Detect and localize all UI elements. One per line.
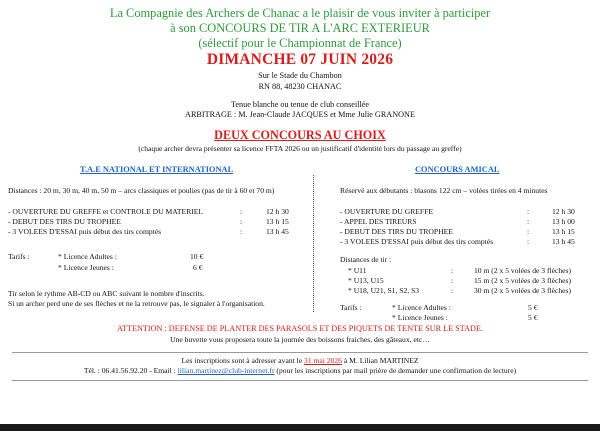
address-line-2: RN 88, 48230 CHANAC <box>258 82 342 91</box>
right-distance-value-1: 10 m (2 x 5 volées de 3 flèches) <box>474 266 572 275</box>
left-schedule-sep-1: : <box>240 207 243 216</box>
bottom-band <box>0 424 600 431</box>
contact-line <box>0 366 600 375</box>
contact-email-link[interactable]: lilian.martinez@club-internet.fr <box>177 366 275 375</box>
dress-code: Tenue blanche ou tenue de club conseillée <box>230 100 370 109</box>
right-schedule-sep-3: : <box>527 227 530 236</box>
inscriptions-prefix: Les inscriptions sont à adresser avant le <box>181 356 305 365</box>
right-schedule-sep-4: : <box>527 237 530 246</box>
right-schedule-label-1: - OUVERTURE DU GREFFE <box>340 207 433 216</box>
right-column-title: CONCOURS AMICAL <box>415 165 500 174</box>
invitation-line-2: à son CONCOURS DE TIR A L'ARC EXTERIEUR <box>170 21 430 35</box>
left-schedule-sep-2: : <box>240 217 243 226</box>
left-note-2: Si un archer perd une de ses flèches et ne la retrouve pas, le signaler à l'organisation. <box>8 299 265 308</box>
attention-notice: ATTENTION : DEFENSE DE PLANTER DES PARASOLS ET DES PIQUETS DE TENTE SUR LE STADE. <box>116 324 484 333</box>
left-note-1: Tir selon le rythme AB-CD ou ABC suivant le nombre d'inscrits. <box>8 289 205 298</box>
right-tarif-jeunes-price: 5 € <box>528 313 538 322</box>
invitation-line-3: (sélectif pour le Championnat de France) <box>198 36 402 50</box>
inscriptions-deadline: 31 mai 2026 <box>304 356 342 365</box>
left-distances: Distances : 20 m, 30 m, 40 m, 50 m – arcs classiques et poulies (pas de tir à 60 et 70 m) <box>8 186 275 195</box>
left-schedule-time-1: 12 h 30 <box>266 207 289 216</box>
right-distance-label-2: * U13, U15 <box>348 276 384 285</box>
right-schedule-time-1: 12 h 30 <box>552 207 575 216</box>
left-tarif-jeunes-price: 6 € <box>193 263 203 272</box>
right-schedule-time-3: 13 h 15 <box>552 227 575 236</box>
left-column-title: T.A.E NATIONAL ET INTERNATIONAL <box>80 165 234 174</box>
separator-line-bottom <box>12 380 588 381</box>
left-schedule-sep-3: : <box>240 227 243 236</box>
left-schedule-label-2: - DEBUT DES TIRS DU TROPHEE <box>8 217 121 226</box>
left-tarif-jeunes-label: * Licence Jeunes : <box>58 263 114 272</box>
right-distance-label-1: * U11 <box>348 266 367 275</box>
right-distance-label-3: * U18, U21, S1, S2, S3 <box>348 286 420 295</box>
right-distance-sep-3: : <box>451 286 454 295</box>
right-schedule-sep-2: : <box>527 217 530 226</box>
choice-note: (chaque archer devra présenter sa licence FFTA 2026 ou un justificatif d'identité lors du passage au greffe) <box>138 144 462 153</box>
right-schedule-time-4: 13 h 45 <box>552 237 575 246</box>
left-schedule-label-3: - 3 VOLEES D'ESSAI puis début des tirs comptés <box>8 227 162 236</box>
right-distances-title: Distances de tir : <box>340 255 392 264</box>
inscriptions-line <box>0 356 600 365</box>
event-date: DIMANCHE 07 JUIN 2026 <box>206 51 394 68</box>
right-tarifs-label: Tarifs : <box>340 303 362 312</box>
left-schedule-label-1: - OUVERTURE DU GREFFE et CONTROLE DU MATERIEL <box>8 207 204 216</box>
choice-title: DEUX CONCOURS AU CHOIX <box>214 128 386 142</box>
left-schedule-time-3: 13 h 45 <box>266 227 289 236</box>
right-tarif-adultes-label: * Licence Adultes : <box>392 303 451 312</box>
right-distance-sep-1: : <box>451 266 454 275</box>
column-divider <box>313 175 314 312</box>
right-schedule-label-2: - APPEL DES TIREURS <box>340 217 417 226</box>
left-tarif-adultes-label: * Licence Adultes : <box>58 252 117 261</box>
buvette-notice: Une buvette vous proposera toute la journée des boissons fraiches, des gâteaux, etc… <box>170 335 430 344</box>
left-tarifs-label: Tarifs : <box>8 252 30 261</box>
separator-line-top <box>12 352 588 353</box>
left-schedule-time-2: 13 h 15 <box>266 217 289 226</box>
left-tarif-adultes-price: 10 € <box>190 252 204 261</box>
right-schedule-label-4: - 3 VOLEES D'ESSAI puis début des tirs comptés <box>340 237 494 246</box>
right-reserved: Réservé aux débutants : blasons 122 cm – volées tirées en 4 minutes <box>340 186 548 195</box>
inscriptions-contact: à M. Lilian MARTINEZ <box>341 356 419 365</box>
right-distance-value-3: 30 m (2 x 5 volées de 3 flèches) <box>474 286 572 295</box>
right-distance-value-2: 15 m (2 x 5 volées de 3 flèches) <box>474 276 572 285</box>
contact-note: (pour les inscriptions par mail prière de demander une confirmation de lecture) <box>274 366 517 375</box>
right-distance-sep-2: : <box>451 276 454 285</box>
right-schedule-sep-1: : <box>527 207 530 216</box>
right-schedule-label-3: - DEBUT DES TIRS DU TROPHEE <box>340 227 453 236</box>
invitation-line-1: La Compagnie des Archers de Chanac a le plaisir de vous inviter à participer <box>109 6 491 20</box>
right-tarif-jeunes-label: * Licence Jeunes : <box>392 313 448 322</box>
right-tarif-adultes-price: 5 € <box>528 303 538 312</box>
address-line-1: Sur le Stade du Chambon <box>258 71 342 80</box>
right-schedule-time-2: 13 h 00 <box>552 217 575 226</box>
arbitrage: ARBITRAGE : M. Jean-Claude JACQUES et Mme Julie GRANONE <box>185 110 415 119</box>
contact-phone: Tél. : 06.41.56.92.20 - Email : <box>83 366 178 375</box>
